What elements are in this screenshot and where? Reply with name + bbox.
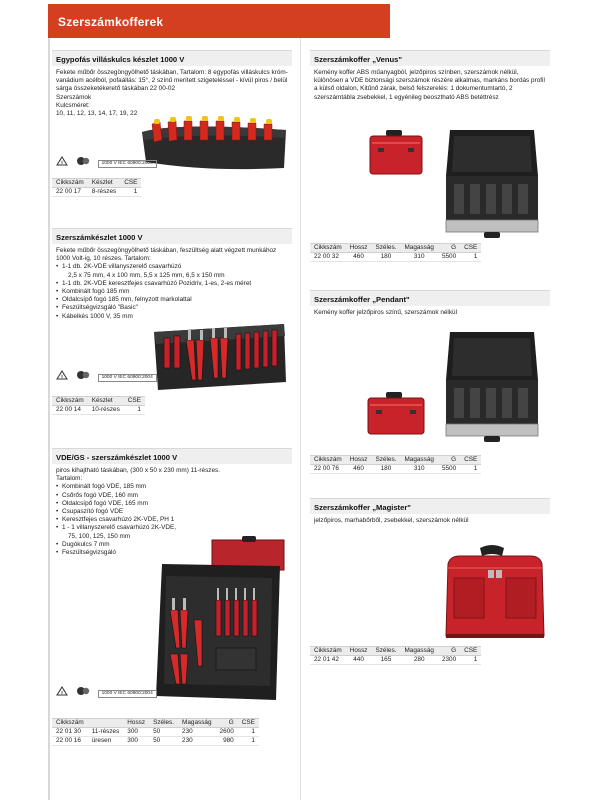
product-description: piros kihajtható táskában, (300 x 50 x 230 mm) 11-részes.: [56, 467, 220, 474]
table-header-row: [310, 244, 481, 253]
product-table: [52, 718, 259, 746]
list-item: [56, 263, 288, 279]
product-table: [52, 396, 145, 415]
col-header: Cikkszám: [52, 719, 88, 728]
cell-width: 165: [371, 656, 400, 665]
list-item-text: Oldalcsípő fogó VDE, 165 mm: [62, 499, 148, 507]
col-header: Cikkszám: [310, 244, 346, 253]
list-item: [56, 500, 186, 508]
cell-height: 230: [178, 737, 216, 746]
section-tool-set-1000v: [52, 228, 292, 418]
section-body: [314, 69, 546, 102]
cell-cse: 1: [120, 188, 141, 197]
product-description: Fekete műbőr összegöngyölhető táskában, feszültség alatt végzett munkához 1000 Volt-ig, 10 részes. Tartalom:: [56, 247, 277, 263]
cell-article-no: 22 00 17: [52, 188, 88, 197]
cell-weight: 2300: [438, 656, 460, 665]
vde-triangle-icon: [56, 686, 68, 699]
cell-variant: 11-részes: [88, 728, 124, 737]
section-title: Szerszámkészlet 1000 V: [56, 233, 143, 242]
cell-weight: 5500: [438, 465, 460, 474]
section-title-bar: [52, 228, 292, 244]
list-item-text: Feszültségvizsgáló "Basic": [62, 304, 138, 312]
section-title: Egypofás villáskulcs készlet 1000 V: [56, 55, 185, 64]
list-item-subtext: 75, 100, 125, 150 mm: [68, 532, 131, 540]
cell-cse: 1: [238, 728, 259, 737]
list-item-text: Kombinált fogó VDE, 185 mm: [62, 483, 147, 491]
product-description: Kemény koffer ABS műanyagból, jelzőpiros színben, szerszámok nélkül, különösen a VDE biztonsági szerszámok részére alkalmas, markáns bordás profil a külső oldalon, Kitűnő zárak, belső felszerelés: 1 dokumentumtartó, 2 szerszámtábla zsebekkel, 1 egyénileg beosztható ABS betéttrész: [314, 69, 545, 101]
svg-text:V: V: [60, 160, 64, 165]
product-description: Kemény koffer jelzőpiros színű, szerszámok nélkül: [314, 309, 458, 316]
col-header: Széles.: [371, 244, 400, 253]
standard-badge: 1000 V IEC 60900:2004: [98, 374, 157, 382]
col-header: Cikkszám: [52, 179, 88, 188]
col-header: CSE: [120, 179, 141, 188]
product-table: [310, 243, 481, 262]
col-header: Magasság: [178, 719, 216, 728]
section-title-bar: [52, 448, 292, 464]
list-item: [56, 516, 186, 524]
size-label: Kulcsméret:: [56, 101, 90, 109]
section-body: [56, 247, 288, 321]
col-header: CSE: [124, 397, 145, 406]
cell-cse: 1: [460, 253, 481, 262]
col-header: Széles.: [371, 647, 400, 656]
standard-badge: 1000 V IEC 60900:2004: [98, 690, 157, 698]
section-title: Szerszámkoffer „Venus": [314, 55, 403, 64]
table-header-row: [310, 456, 481, 465]
cell-weight: 5500: [438, 253, 460, 262]
svg-text:V: V: [60, 374, 64, 379]
cell-width: 180: [371, 465, 400, 474]
section-title: Szerszámkoffer „Pendant": [314, 295, 410, 304]
col-header: CSE: [460, 456, 481, 465]
certification: [56, 156, 157, 169]
gs-mark-icon: [76, 156, 90, 169]
section-title: VDE/GS - szerszámkészlet 1000 V: [56, 453, 178, 462]
section-title-bar: [310, 498, 550, 514]
cell-article-no: 22 00 76: [310, 465, 346, 474]
col-header: Cikkszám: [310, 456, 346, 465]
section-body: [314, 517, 546, 525]
cell-height: 230: [178, 728, 216, 737]
section-vde-gs-tool-set: [52, 448, 292, 758]
cell-set: 8-részes: [88, 188, 121, 197]
section-title-bar: [310, 50, 550, 66]
col-header: Magasság: [400, 244, 438, 253]
list-item-text: Kombinált fogó 185 mm: [62, 288, 130, 296]
col-header: Széles.: [371, 456, 400, 465]
list-item: [56, 288, 288, 296]
section-magister-case: [310, 498, 550, 668]
table-header-row: [52, 719, 259, 728]
cell-cse: 1: [238, 737, 259, 746]
col-header: G: [438, 456, 460, 465]
cell-length: 300: [123, 737, 149, 746]
cell-width: 50: [149, 728, 178, 737]
cell-height: 280: [400, 656, 438, 665]
cell-cse: 1: [124, 406, 145, 415]
cell-height: 310: [400, 465, 438, 474]
col-header: G: [216, 719, 238, 728]
wrench-roll-photo: [138, 110, 288, 172]
list-item-text: 1-1 db. 2K-VDE villanyszerelő csavarhúzó: [62, 263, 182, 271]
cell-set: 10-részes: [88, 406, 124, 415]
gs-mark-icon: [76, 686, 90, 699]
col-header: Hossz: [346, 244, 372, 253]
cell-cse: 1: [460, 656, 481, 665]
cell-weight: 2600: [216, 728, 238, 737]
pendant-case-open-photo: [440, 326, 544, 444]
size-values: 10, 11, 12, 13, 14, 17, 19, 22: [56, 110, 138, 118]
list-item-text: Feszültségvizsgáló: [62, 549, 116, 557]
list-item-text: Oldalcsípő fogó 185 mm, felnyzott markolattal: [62, 296, 192, 304]
certification: [56, 370, 157, 383]
contents-list: [56, 263, 288, 320]
table-row: [52, 728, 259, 737]
list-item-text: 1-1 db. 2K-VDE keresztfejes csavarhúzó Pozidriv, 1-es, 2-es méret: [62, 279, 252, 287]
section-title: Szerszámkoffer „Magister": [314, 503, 411, 512]
list-item: [56, 508, 186, 516]
product-table: [310, 455, 481, 474]
section-title-bar: [310, 290, 550, 306]
table-row: [52, 406, 145, 415]
tool-roll-photo: [148, 320, 288, 394]
vde-triangle-icon: [56, 370, 68, 383]
certification: [56, 686, 157, 699]
cell-article-no: 22 01 30: [52, 728, 88, 737]
list-item: [56, 483, 186, 491]
cell-cse: 1: [460, 465, 481, 474]
col-header: Hossz: [346, 456, 372, 465]
list-item: [56, 492, 186, 500]
table-header-row: [52, 397, 145, 406]
section-title-bar: [52, 50, 292, 66]
table-row: [52, 737, 259, 746]
magister-case-photo: [440, 544, 550, 644]
col-header: Hossz: [123, 719, 149, 728]
section-venus-case: [310, 50, 550, 265]
section-body: [314, 309, 546, 317]
product-description: Fekete műbőr összegöngyölhető táskában, Tartalom: 8 egypofás villáskulcs króm-vanádium acélból, pofaállás: 15°, 2 színű merített szigeteléssel - kívül piros / belül sárga összeketékerető táskában 22 00-02: [56, 69, 288, 93]
page-title: Szerszámkofferek: [58, 15, 164, 29]
list-item-subtext: 2,5 x 75 mm, 4 x 100 mm, 5,5 x 125 mm, 6,5 x 150 mm: [68, 271, 225, 279]
list-item: [56, 296, 288, 304]
product-table: [310, 646, 481, 665]
cell-article-no: 22 00 32: [310, 253, 346, 262]
column-divider: [300, 38, 301, 800]
list-item: [56, 304, 288, 312]
list-item-text: 1 - 1 villanyszerelő csavarhúzó 2K-VDE,: [62, 524, 177, 532]
venus-case-closed-photo: [366, 128, 426, 180]
gs-mark-icon: [76, 370, 90, 383]
col-header: Készlet: [88, 179, 121, 188]
cell-variant: üresen: [88, 737, 124, 746]
col-header: G: [438, 244, 460, 253]
table-row: [310, 465, 481, 474]
table-header-row: [310, 647, 481, 656]
col-header: Széles.: [149, 719, 178, 728]
cell-height: 310: [400, 253, 438, 262]
list-item: [56, 280, 288, 288]
product-description: jelzőpiros, marhabőrből, zsebekkel, szerszámok nélkül: [314, 517, 469, 524]
list-item-text: Kábelkés 1000 V, 35 mm: [62, 312, 133, 320]
cell-article-no: 22 01 42: [310, 656, 346, 665]
col-header: Cikkszám: [310, 647, 346, 656]
cell-length: 440: [346, 656, 372, 665]
cell-article-no: 22 00 14: [52, 406, 88, 415]
list-item-text: Csupaszító fogó VDE: [62, 508, 124, 516]
contents-label: Tartalom:: [56, 475, 83, 483]
cell-width: 50: [149, 737, 178, 746]
cell-width: 180: [371, 253, 400, 262]
fold-out-bag-photo: [152, 536, 288, 704]
col-header: G: [438, 647, 460, 656]
tools-label: Szerszámok: [56, 93, 92, 101]
cell-weight: 980: [216, 737, 238, 746]
page-header: [48, 4, 390, 38]
cell-length: 300: [123, 728, 149, 737]
col-header: CSE: [460, 244, 481, 253]
col-header: [88, 719, 124, 728]
table-header-row: [52, 179, 141, 188]
list-item-text: Dugókulcs 7 mm: [62, 540, 110, 548]
svg-text:V: V: [60, 690, 64, 695]
table-row: [52, 188, 141, 197]
list-item-text: Csőrős fogó VDE, 160 mm: [62, 491, 139, 499]
col-header: Készlet: [88, 397, 124, 406]
standard-badge: 1000 V IEC 60900:2004: [98, 160, 157, 168]
col-header: CSE: [460, 647, 481, 656]
cell-length: 460: [346, 465, 372, 474]
vde-triangle-icon: [56, 156, 68, 169]
col-header: Magasság: [400, 456, 438, 465]
section-pendant-case: [310, 290, 550, 475]
cell-length: 460: [346, 253, 372, 262]
table-row: [310, 253, 481, 262]
product-table: [52, 178, 141, 197]
col-header: Magasság: [400, 647, 438, 656]
col-header: CSE: [238, 719, 259, 728]
col-header: Cikkszám: [52, 397, 88, 406]
venus-case-open-photo: [440, 124, 544, 240]
pendant-case-closed-photo: [364, 390, 428, 440]
cell-article-no: 22 00 16: [52, 737, 88, 746]
left-spine-divider: [48, 38, 50, 800]
section-wrench-set: [52, 50, 292, 200]
list-item-text: Keresztfejes csavarhúzó 2K-VDE, PH 1: [62, 516, 175, 524]
col-header: Hossz: [346, 647, 372, 656]
table-row: [310, 656, 481, 665]
